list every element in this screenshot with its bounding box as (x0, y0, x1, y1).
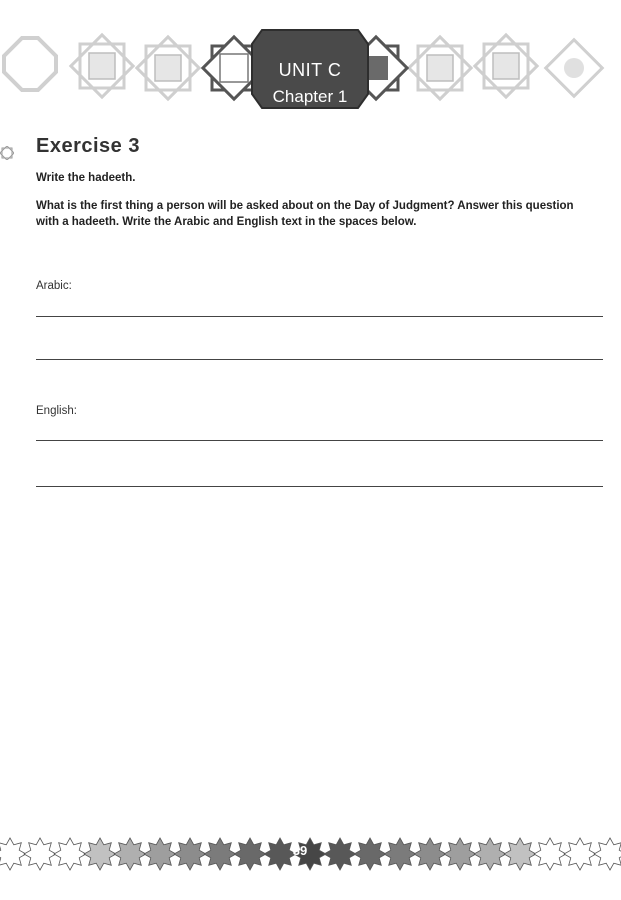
footer-star-7 (174, 838, 206, 870)
footer-star-4 (84, 838, 116, 870)
arabic-label: Arabic: (36, 280, 72, 292)
unit-badge (254, 48, 366, 116)
footer-star-14 (384, 838, 416, 870)
star-bullet-icon (0, 146, 14, 160)
footer-star-20 (564, 838, 596, 870)
chapter-title: Chapter 1 (272, 87, 348, 106)
footer-star-21 (594, 838, 621, 870)
footer-star-5 (114, 838, 146, 870)
footer-star-17 (474, 838, 506, 870)
english-answer-line-2[interactable] (36, 486, 603, 487)
footer-star-6 (144, 838, 176, 870)
unit-title: UNIT C (278, 60, 342, 80)
footer-star-13 (354, 838, 386, 870)
arabic-answer-line-2[interactable] (36, 359, 603, 360)
exercise-question: What is the first thing a person will be asked about on the Day of Judgment? Answer this question with a hadeeth. Write the Arabic and English text in the spaces below. (36, 200, 574, 228)
exercise-title: Exercise 3 (36, 135, 140, 157)
footer-star-3 (54, 838, 86, 870)
english-label: English: (36, 405, 77, 417)
footer-star-15 (414, 838, 446, 870)
exercise-instruction: Write the hadeeth. (36, 172, 136, 184)
footer-star-1 (0, 838, 26, 870)
footer-star-16 (444, 838, 476, 870)
arabic-answer-line-1[interactable] (36, 316, 603, 317)
footer-star-9 (234, 838, 266, 870)
star-ornament-7 (546, 40, 603, 97)
footer-star-8 (204, 838, 236, 870)
page-number: 39 (292, 843, 308, 858)
header-ornament-band (0, 18, 621, 110)
english-answer-line-1[interactable] (36, 440, 603, 441)
footer-star-18 (504, 838, 536, 870)
star-ornament-1 (4, 38, 56, 90)
footer-star-19 (534, 838, 566, 870)
footer-star-12 (324, 838, 356, 870)
footer-star-2 (24, 838, 56, 870)
